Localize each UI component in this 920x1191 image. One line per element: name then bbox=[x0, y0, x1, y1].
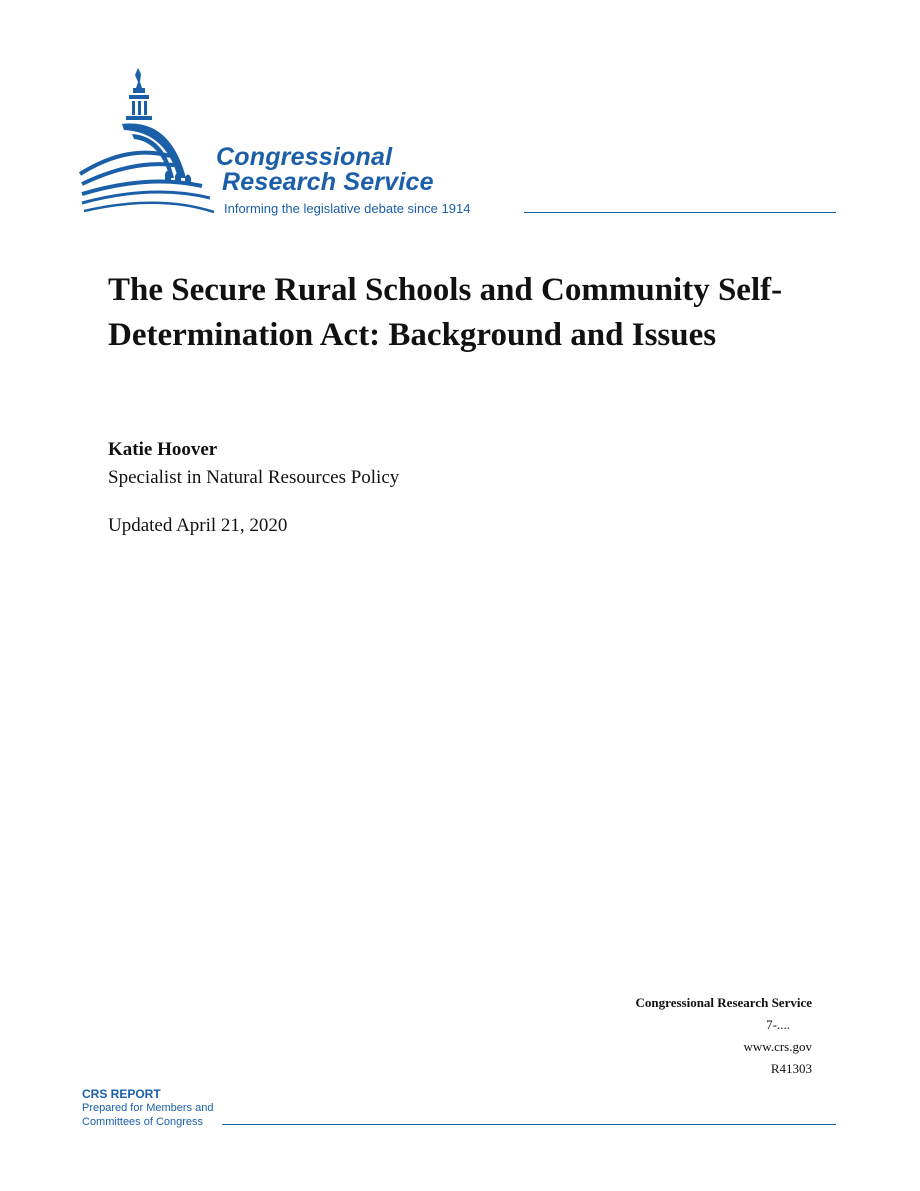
report-title: The Secure Rural Schools and Community Self-Determination Act: Background and Issues bbox=[108, 272, 783, 353]
updated-date: Updated April 21, 2020 bbox=[108, 515, 288, 536]
author-name: Katie Hoover bbox=[108, 439, 218, 460]
capitol-dome-icon bbox=[78, 66, 218, 221]
crs-logo bbox=[78, 66, 838, 226]
logo-divider bbox=[524, 212, 836, 213]
footer-contact bbox=[636, 992, 812, 1080]
prepared-line1: Prepared for Members and bbox=[82, 1102, 214, 1114]
footer-report-number: R41303 bbox=[770, 1061, 812, 1076]
footer-website[interactable]: www.crs.gov bbox=[743, 1039, 812, 1054]
bottom-divider bbox=[222, 1124, 836, 1125]
logo-name-line2: Research Service bbox=[222, 168, 434, 196]
logo-wordmark bbox=[216, 145, 434, 195]
logo-name-line1: Congressional bbox=[216, 143, 393, 171]
badge-label: CRS REPORT bbox=[82, 1087, 161, 1101]
prepared-line2: Committees of Congress bbox=[82, 1116, 204, 1128]
footer-phone: 7-.... bbox=[766, 1017, 790, 1032]
author-role: Specialist in Natural Resources Policy bbox=[108, 467, 400, 488]
logo-tagline: Informing the legislative debate since 1914 bbox=[224, 201, 471, 216]
footer-organization: Congressional Research Service bbox=[635, 995, 812, 1010]
crs-report-badge bbox=[82, 1087, 213, 1129]
